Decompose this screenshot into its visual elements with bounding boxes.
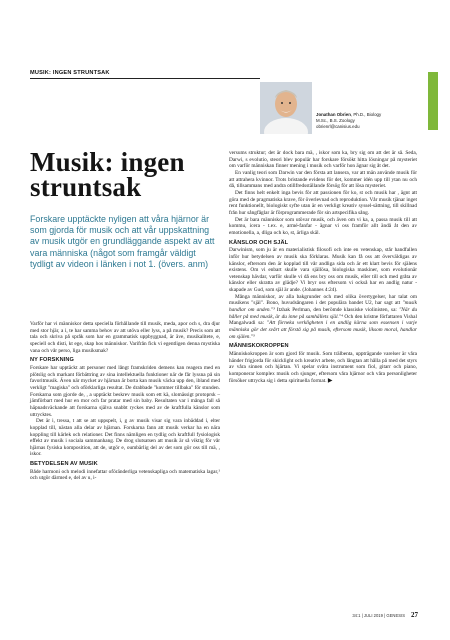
quote: "Att förneka verkligheten i en andlig kärna som essensen i varje människa gör det svårt att förstå sig på musik, eftersom musik, liksom moral, handlar om själen."⁵ [229, 320, 417, 340]
paragraph: versums struktur; det är dock bara mä, , iskor som ka, bry sig om att det är så. Seda, Darwi, s evolutio, steori blev populär har forskare försökt hitta lösningar på mysteriet om varför människan finner mening i musik och varför hon ägnar sig åt det. [229, 150, 417, 170]
page-footer [300, 611, 418, 619]
page-title: Musik: ingen struntsak [30, 147, 185, 202]
section-label: MUSIK: INGEN STRUNTSAK [30, 70, 110, 76]
author-credentials: , Ph.D., Biology [350, 112, 382, 117]
avatar [260, 82, 312, 134]
section-tab [428, 72, 438, 130]
subheading-emotions-soul: KÄNSLOR OCH SJÄL [229, 239, 289, 246]
page-number: 27 [411, 611, 418, 619]
quote: "musik handlar om anden."³ [229, 300, 417, 314]
paragraph: En vanlig teori som Darwin var den första att lansera, var att män använde musik för att attrahera kvinnor. Trots bristande evidens för det, kommer idén upp till ytan nu och då, tillsammans med andra otillfredsställande försög för att lösa mysteriet. [229, 169, 417, 190]
paragraph: Darwinism, som ju är en materialistisk filosofi och inte en vetenskap, står handfallen inför hur betydelsen av musik ska förklaras. Musik kan få oss att överväldigas av känslor, eftersom den är kopplad till vår andliga sida och är ett klart bevis för själens existens. Om vi enbart skulle vara själlösa, biologiska maskiner, som evolutionär vetenskap hävdar, varför skulle vi då ens bry oss om musik, eller till och med gråta av känslor eller skratta av glädje? Vi bryr oss eftersom vi också har en andlig natur - skapade av Gud, som själ är ande. (Johannes 4:24). [229, 247, 417, 294]
author-name: Jonathan Obrien [316, 112, 351, 117]
subheading-human-body: MÄNNISKOKROPPEN [229, 343, 289, 350]
subheading-new-research: NY FORSKNING [30, 357, 74, 364]
column-left [30, 321, 220, 482]
issue-info: 34:1 | JULI 2019 | GENESIS [352, 613, 405, 618]
paragraph: Forskare har upptäckt att personer med långt framskriden demens kan reagera med en plötslig och markant förbättring av sina intellektuella funktioner när de får lyssna på sin favoritmusik. Även när mycket av hjärnan är borta kan musik väcka upp den, ibland med verkligt "magiska" och oförklarliga resultat. De drabbade "kommer tillbaka" för stunden. Forskarna som gjorde de, , a upptäckt beskrev musik som ett kä, slomässigt protoprsk – jämförbart med hur en mor och far pratar med sin baby. Resultaten var i många fall så häpnadsväckande att forskarna själva snabbt ryckes med av de kraftfulla känslor som uttrycktes. [30, 364, 220, 418]
paragraph: Både harmoni och melodi innefattar oföränderliga vetenskapliga och matematiska lagar,¹ och utgör därmed e, del av u, i- [30, 468, 220, 482]
paragraph-quotes: Många människor, av alla bakgrunder och med olika övertygelser, har talat om musikens "själ". Bono, huvudsångaren i det populära bandet U2, har sagt att "musik handlar om anden."³ Itzhak Perlman, den berömde klassiske violinisten, sa: "När du håller på med musik, är du inne på samhällets själ."⁴ Och den kristne författaren Vishal Mangalwadi sa: "Att förneka verkligheten i en andlig kärna som essensen i varje människa gör det svårt att förstå sig på musik, eftersom musik, liksom moral, handlar om själen."⁵ [229, 293, 418, 340]
header-rule [30, 78, 260, 79]
intro-paragraph: Varför har vi människor detta speciella förhållande till musik, meda, apor och s, dra djur med stor hjär, a i, te har samma behov av att utöva eller lyss, a på musik? Precis som att tala och skriva på språk som har en grammatisk uppbyggnad, är äve, musikalitete, e, speciell och disti, kt ege, skap hos människor. Varifrån fick vi egentligen denna mystiska vana och vår perso, liga musiksmak? [30, 321, 220, 354]
author-email[interactable]: obrienrl@canisius.edu [316, 124, 360, 129]
triangle-right-icon: ▶ [327, 377, 333, 384]
author-box [260, 82, 420, 142]
paragraph: Det är bara människor som utövar musik, och även om vi ka, a, passa musik till att kommu, icera - t.ex. e, armé-fanfar - ägnar vi oss framför allt ändå åt den av emotionella, a, dliga och ko, st, ärliga skäl. [229, 216, 417, 236]
paragraph: Människokroppen är som gjord för musik. Som trälbenta, uppträgande varelser är våra händer frigjorda för skicklight och kreativt arbete, och långtan att hålla på med det styrs av våra sinnen och hjärtan. Vi spelar svåra instrument som fiol, gitarr och piano, komponerar komplex musik och sjunger, eftersom våra hjärnor och våra personligheter försöker uttrycka sig i detta spirituella format. ▶ [229, 351, 417, 384]
author-degrees: M.Sc., B.S. Zoology [316, 118, 355, 123]
column-right [229, 150, 417, 384]
paragraph: Det finns helt enkelt inga bevis för att passionen för ko, st och musik har , ägnt att göra med de pragmatiska krave, för överlevnad och reproduktion. Vår musik tjänar inget rent funktionellt, biologiskt syfte utan är en verkligt kreativ syssel-sättning, till skillnad från hur sångfåglar är förprogrammerade för sin artspecifika sång. [229, 189, 417, 216]
subheading-meaning-of-music: BETYDELSEN AV MUSIK [30, 461, 98, 468]
paragraph: Det är i, tressa, t att se att uppspelt, i, g av musik visar sig vara inbäddad i, elter kopplad till, nästan alla delar av hjärnan. Forskarna fann att musik verkar ha en nära koppling till kärlek och relationer. Det finns nämligen en tydlig och kraftfull fysiologisk effekt av musik i sociala sammanhang. De drog slutsatsen att musik är så viktig för vår hjärnas fysiska komposition, att de, utgör e, oumbärlig del av det som gör oss till mä, , iskor. [30, 418, 220, 458]
lede: Forskare upptäckte nyligen att våra hjärnor är som gjorda för musik och att vår uppskattning av musik utgör en grundläggande aspekt av att vara människa (något som framgår väldigt tydligt av videon i länken i not 1. (övers. anm) [30, 214, 215, 269]
quote: "När du håller på med musik, är du inne på samhällets själ."⁴ [229, 307, 418, 320]
